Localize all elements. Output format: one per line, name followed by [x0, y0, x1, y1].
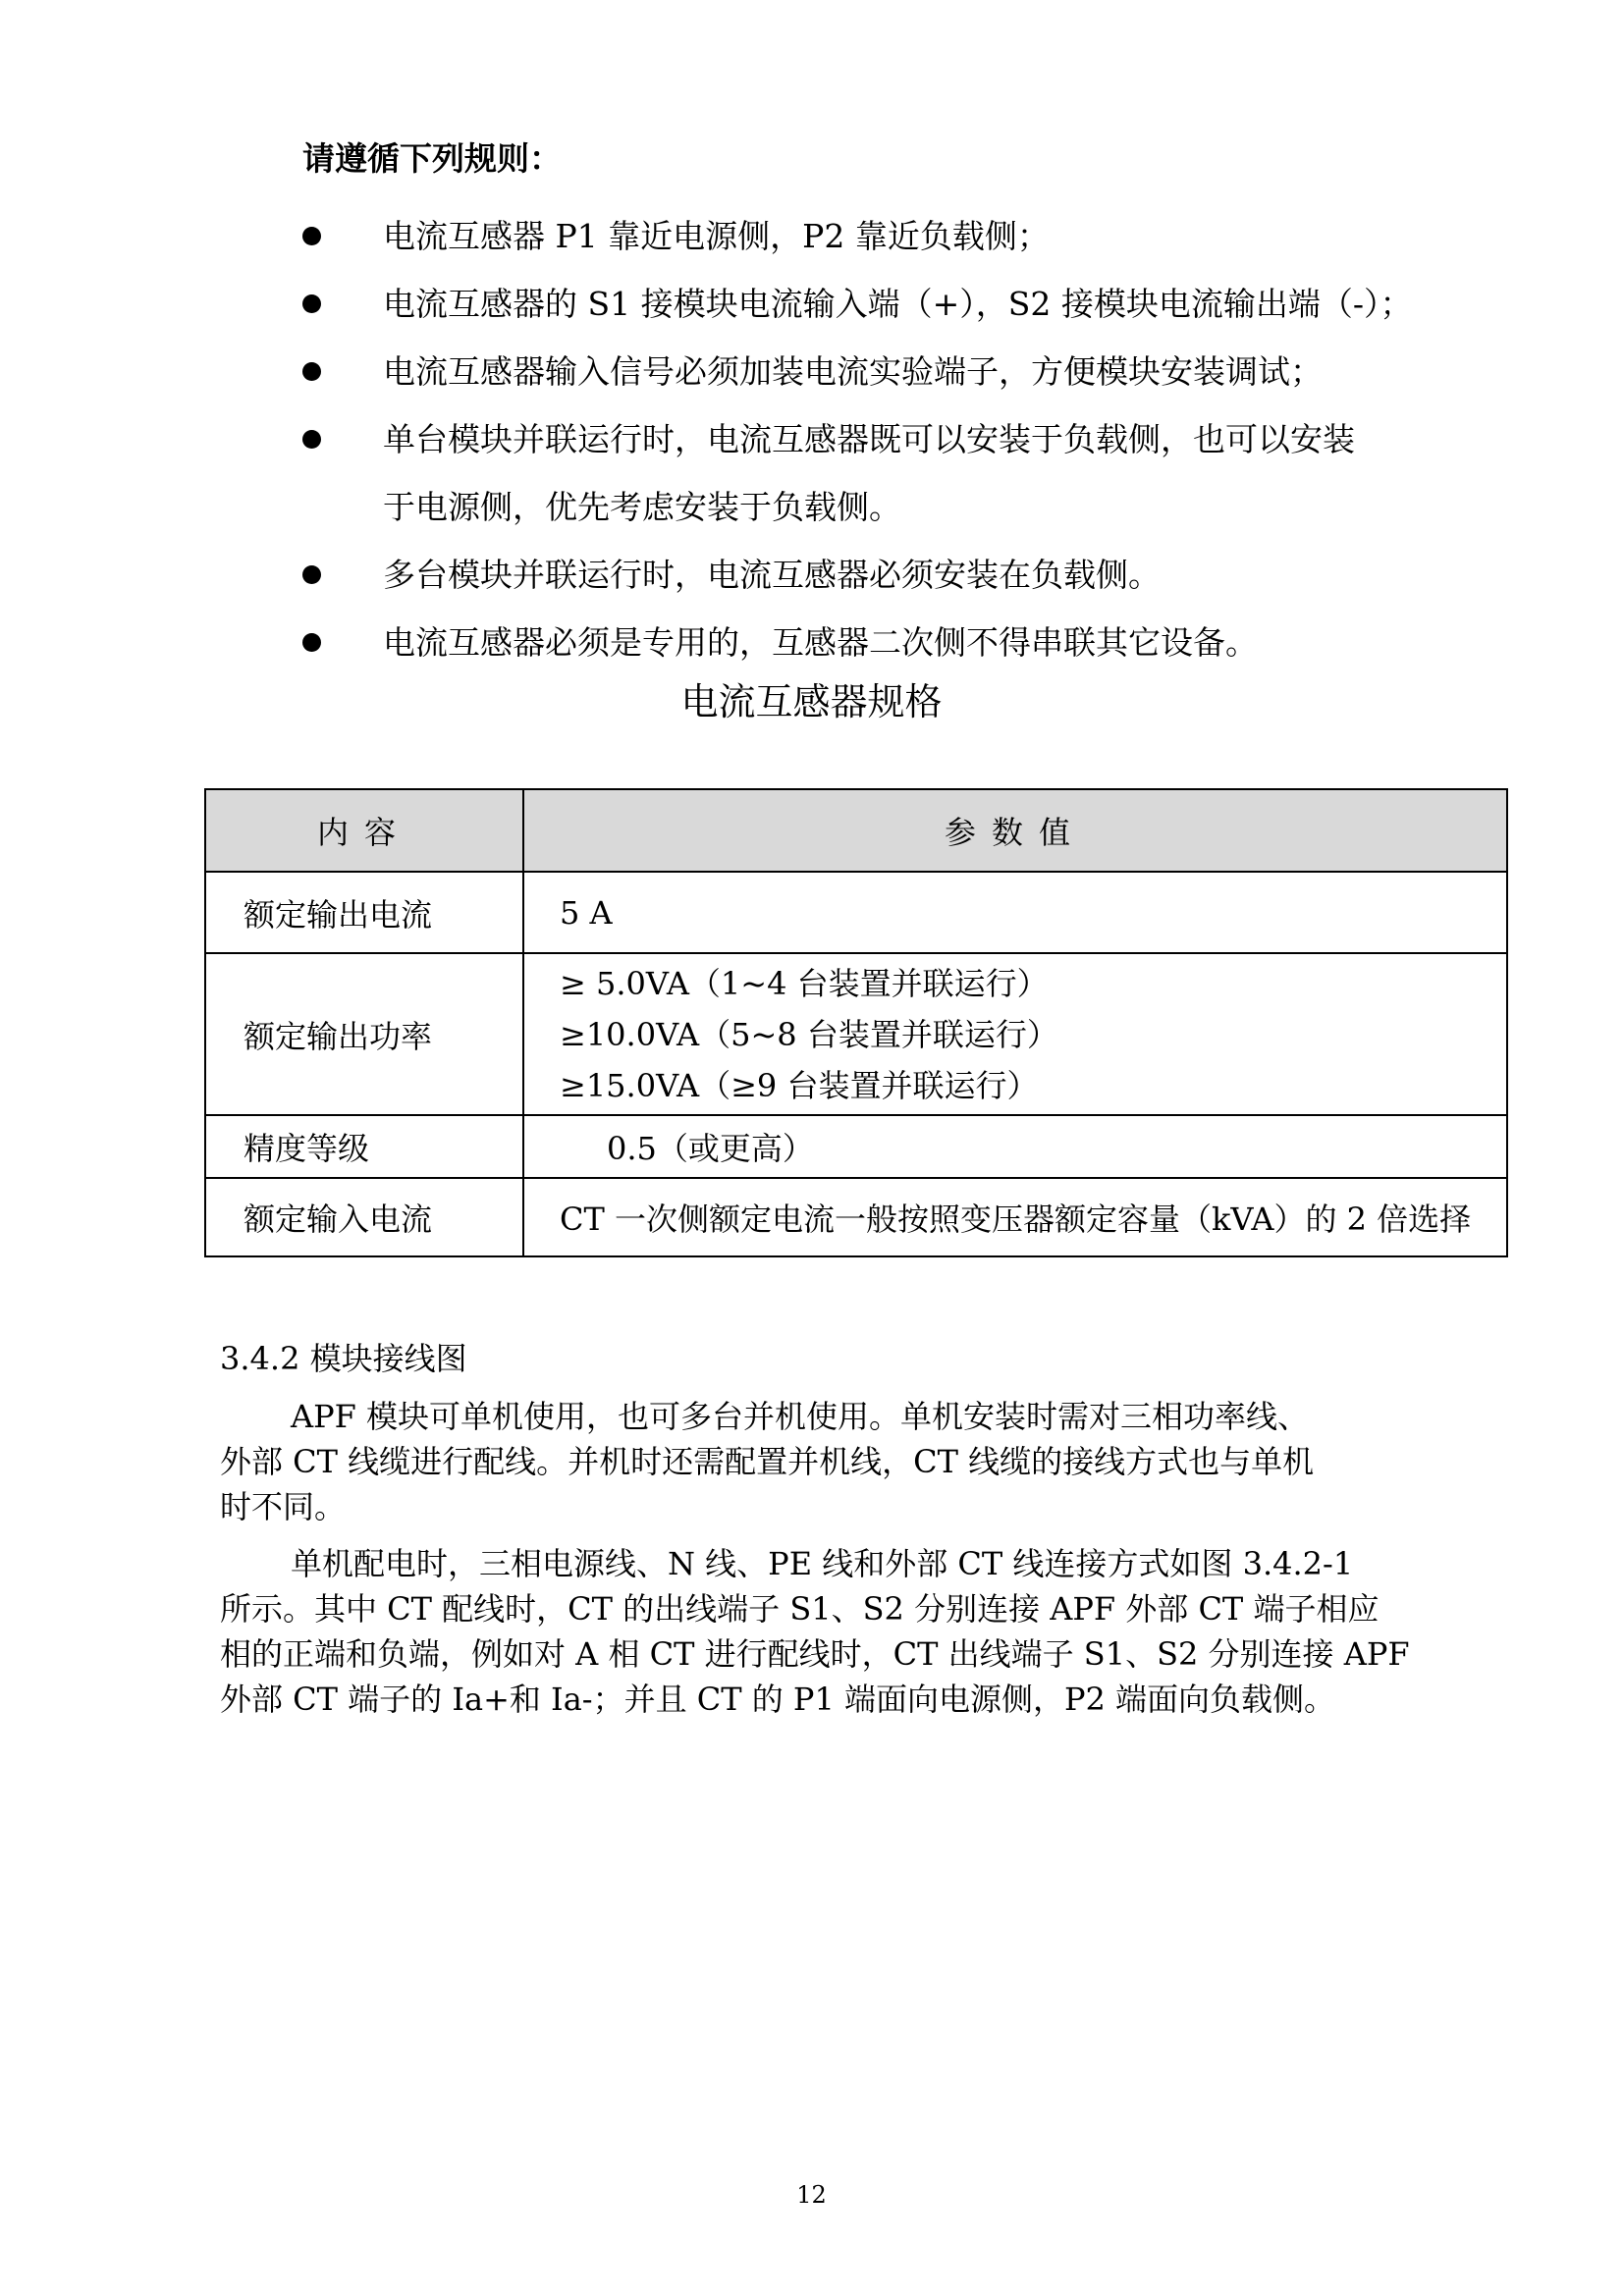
page-number: 12: [796, 2181, 827, 2209]
table-title: 电流互感器规格: [680, 680, 943, 723]
row-key: 额定输入电流: [205, 1178, 523, 1256]
row-value: 0.5（或更高）: [523, 1115, 1507, 1178]
bullet-dot-icon: [302, 227, 321, 245]
bullet-dot-icon: [302, 294, 321, 313]
paragraph-line: APF 模块可单机使用，也可多台并机使用。单机安装时需对三相功率线、: [291, 1398, 1310, 1435]
paragraph: [220, 1541, 1428, 1722]
bullet-dot-icon: [302, 430, 321, 449]
paragraph-line: 相的正端和负端，例如对 A 相 CT 进行配线时，CT 出线端子 S1、S2 分别连接 APF: [220, 1635, 1410, 1673]
row-value: CT 一次侧额定电流一般按照变压器额定容量（kVA）的 2 倍选择: [523, 1178, 1507, 1256]
row-value: [523, 953, 1507, 1115]
bullet-dot-icon: [302, 633, 321, 652]
table-row: [205, 953, 1507, 1115]
table-row: [205, 1115, 1507, 1178]
bullet-text: 电流互感器的 S1 接模块电流输入端（+），S2 接模块电流输出端（-）；: [383, 285, 1413, 323]
row-value: 5 A: [523, 872, 1507, 953]
bullet-dot-icon: [302, 362, 321, 381]
row-value-line: ≥15.0VA（≥9 台装置并联运行）: [560, 1066, 1039, 1104]
paragraph-line: 所示。其中 CT 配线时，CT 的出线端子 S1、S2 分别连接 APF 外部 CT 端子相应: [220, 1590, 1380, 1628]
paragraph-line: 时不同。: [220, 1488, 347, 1525]
bullet-text: 电流互感器 P1 靠近电源侧，P2 靠近负载侧；: [383, 217, 1050, 255]
row-value-line: ≥10.0VA（5~8 台装置并联运行）: [560, 1015, 1058, 1053]
bullet-text: 多台模块并联运行时，电流互感器必须安装在负载侧。: [383, 556, 1161, 594]
paragraph-line: 外部 CT 线缆进行配线。并机时还需配置并机线，CT 线缆的接线方式也与单机: [220, 1443, 1315, 1480]
row-key: 精度等级: [205, 1115, 523, 1178]
bullet-dot-icon: [302, 565, 321, 584]
column-header-value: 参数值: [523, 789, 1507, 872]
paragraph-line: 外部 CT 端子的 Ia+和 Ia-；并且 CT 的 P1 端面向电源侧，P2 端面向负载侧。: [220, 1681, 1336, 1718]
bullet-text: 单台模块并联运行时，电流互感器既可以安装于负载侧，也可以安装: [383, 420, 1355, 458]
table-header-row: [205, 789, 1507, 872]
bullet-text: 电流互感器必须是专用的，互感器二次侧不得串联其它设备。: [383, 623, 1258, 662]
bullet-text-continued: 于电源侧，优先考虑安装于负载侧。: [383, 488, 901, 526]
row-key: 额定输出电流: [205, 872, 523, 953]
column-header-content: 内容: [205, 789, 523, 872]
row-value-line: ≥ 5.0VA（1~4 台装置并联运行）: [560, 964, 1049, 1002]
spec-table: [204, 788, 1508, 1257]
bullet-text: 电流互感器输入信号必须加装电流实验端子，方便模块安装调试；: [383, 352, 1323, 391]
row-key: 额定输出功率: [205, 953, 523, 1115]
section-heading: 3.4.2 模块接线图: [220, 1340, 467, 1377]
paragraph-line: 单机配电时，三相电源线、N 线、PE 线和外部 CT 线连接方式如图 3.4.2-1: [291, 1545, 1354, 1582]
table-row: [205, 1178, 1507, 1256]
table-row: [205, 872, 1507, 953]
paragraph: [220, 1394, 1428, 1529]
rules-title: 请遵循下列规则：: [302, 139, 562, 178]
